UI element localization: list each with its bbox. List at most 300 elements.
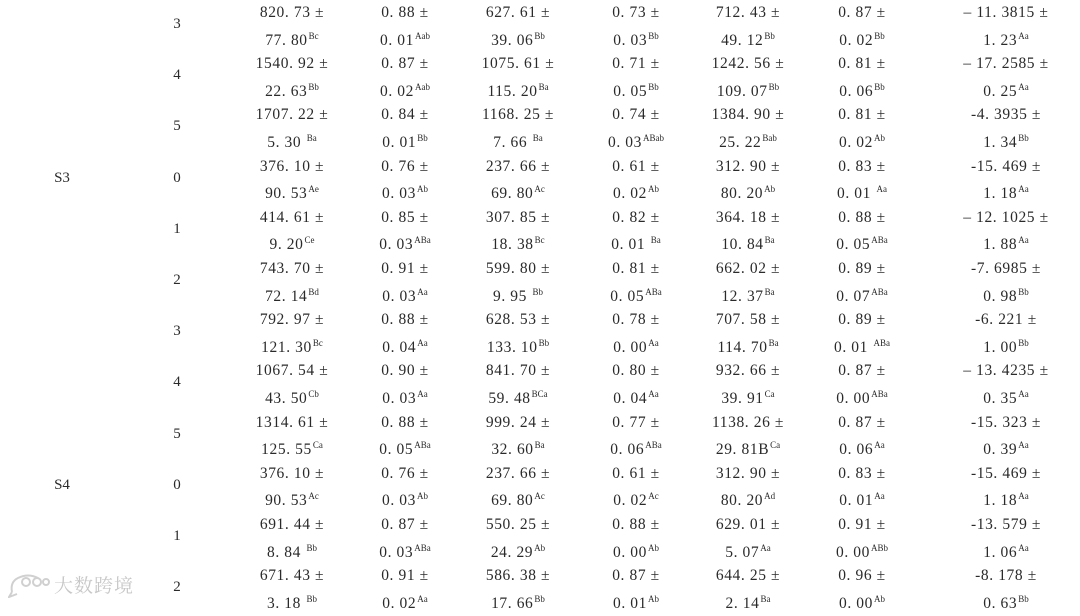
table-row [0, 565, 1080, 616]
watermark [8, 570, 134, 598]
table-cell [787, 360, 937, 410]
cell-sd-line [931, 332, 1080, 360]
cell-sd: 0. 25 [983, 82, 1018, 100]
table-row [0, 53, 1080, 104]
significance-letters: Aa [417, 388, 428, 399]
cell-mean: 0. 87 ± [612, 567, 660, 585]
cell-mean: 0. 88 ± [838, 208, 886, 226]
cell-sd: 39. 06 [491, 31, 534, 49]
table-cell [931, 2, 1080, 52]
significance-letters: Aa [1018, 30, 1029, 41]
time-label: 3 [173, 16, 181, 32]
time-label: 2 [173, 272, 181, 288]
significance-letters: Bab [762, 132, 777, 143]
cell-sd: 12. 37 [721, 287, 764, 305]
cell-sd: 69. 80 [491, 492, 534, 510]
table-row [0, 309, 1080, 360]
table-cell [931, 565, 1080, 615]
cell-sd: 0. 98 [983, 287, 1018, 305]
cell-mean: 0. 81 ± [612, 260, 660, 277]
table-row [0, 156, 1080, 207]
cell-sd-line [787, 76, 937, 104]
significance-letters: Aa [1018, 388, 1029, 399]
cell-sd: 0. 05 [836, 236, 871, 254]
cell-mean: 0. 89 ± [838, 260, 886, 277]
cell-sd: 43. 50 [265, 389, 308, 407]
cell-sd-line [787, 434, 937, 462]
significance-letters: ABab [643, 132, 664, 143]
significance-letters: Ba [764, 286, 775, 297]
table-cell [787, 104, 937, 154]
cell-sd: 1. 34 [983, 133, 1018, 151]
cell-sd-line [931, 127, 1080, 155]
cell-mean: 0. 88 ± [381, 4, 429, 21]
cell-mean: 0. 91 ± [381, 260, 429, 277]
significance-letters: Ce [304, 235, 315, 246]
table-cell [931, 360, 1080, 410]
cell-sd: 0. 01 [611, 236, 650, 254]
significance-letters: Ba [650, 235, 661, 246]
time-label: 0 [173, 476, 181, 493]
significance-letters: Aa [1018, 184, 1029, 195]
significance-letters: Bb [534, 593, 545, 604]
cell-sd: 9. 95 [493, 287, 532, 305]
group-label: S3 [54, 169, 70, 186]
table-cell [787, 53, 937, 103]
significance-letters: Bb [648, 30, 659, 41]
significance-letters: Aab [415, 30, 430, 41]
cell-mean: 0. 83 ± [838, 464, 886, 482]
cell-sd: 0. 01 [382, 133, 417, 151]
significance-letters: Ac [308, 491, 319, 502]
cell-mean: 691. 44 ± [259, 516, 325, 533]
cell-mean: 1075. 61 ± [481, 55, 555, 73]
cell-sd-line [787, 25, 937, 53]
cell-sd-line [931, 537, 1080, 565]
cell-mean: 0. 96 ± [838, 567, 886, 585]
cell-sd: 0. 06 [839, 82, 874, 100]
significance-letters: Bb [1018, 286, 1029, 297]
cell-sd: 1. 88 [983, 236, 1018, 254]
table-cell [787, 156, 937, 206]
table-row [0, 207, 1080, 258]
cell-sd: 0. 03 [382, 287, 417, 305]
cell-sd: 0. 63 [983, 594, 1018, 612]
cell-sd: 0. 02 [613, 185, 647, 203]
cell-mean: – 12. 1025 ± [963, 208, 1049, 226]
cell-mean: -13. 579 ± [970, 516, 1042, 533]
significance-letters: Bb [1018, 593, 1029, 604]
cell-sd: 3. 18 [267, 594, 306, 612]
cell-mean: 1540. 92 ± [255, 55, 329, 73]
significance-letters: Ae [308, 184, 319, 195]
cell-sd: 18. 38 [491, 236, 534, 254]
cell-sd: 0. 04 [613, 389, 648, 407]
cell-mean: 712. 43 ± [715, 4, 781, 21]
significance-letters: Ba [768, 337, 779, 348]
significance-letters: Ba [532, 132, 543, 143]
cell-sd: 0. 06 [610, 441, 645, 459]
table-row [0, 463, 1080, 514]
cell-mean: – 11. 3815 ± [963, 4, 1049, 21]
significance-letters: Bb [532, 286, 543, 297]
cell-mean: 237. 66 ± [485, 464, 551, 482]
table-cell [931, 463, 1080, 513]
cell-sd: 77. 80 [265, 31, 308, 49]
cell-mean: -6. 221 ± [975, 311, 1037, 329]
cell-mean: 0. 80 ± [612, 362, 660, 380]
significance-letters: Ab [417, 491, 428, 502]
time-label: 4 [173, 374, 181, 391]
significance-letters: ABa [414, 440, 431, 451]
cell-mean: 0. 87 ± [838, 4, 886, 21]
cell-mean: 628. 53 ± [485, 311, 551, 329]
cell-mean: -4. 3935 ± [970, 106, 1042, 124]
cell-mean: 0. 61 ± [612, 464, 660, 482]
time-label: 1 [173, 220, 181, 237]
table-cell [931, 156, 1080, 206]
significance-letters: Aa [1018, 235, 1029, 246]
cell-mean: 671. 43 ± [259, 567, 325, 585]
cell-sd: 0. 01 [380, 31, 414, 49]
cell-mean: 629. 01 ± [715, 516, 781, 533]
table-cell [787, 463, 937, 513]
significance-letters: ABa [414, 235, 431, 246]
cell-sd: 90. 53 [265, 492, 308, 510]
cell-mean: 550. 25 ± [485, 516, 551, 533]
significance-letters: Bb [538, 337, 550, 348]
table-cell [931, 207, 1080, 257]
cell-sd-line [931, 485, 1080, 513]
cell-sd-line [787, 332, 937, 360]
significance-letters: Bb [648, 81, 659, 92]
significance-letters: BCa [531, 388, 548, 399]
cell-sd: 0. 05 [379, 441, 414, 459]
cell-mean: 0. 61 ± [612, 157, 660, 175]
cell-sd-line [787, 178, 937, 206]
cell-sd: 0. 01 [834, 338, 873, 356]
cell-sd: 0. 03 [382, 492, 416, 510]
cell-sd: 59. 48 [488, 389, 531, 407]
cell-mean: 0. 84 ± [381, 106, 429, 124]
cell-sd: 22. 63 [265, 82, 308, 100]
significance-letters: Aa [876, 184, 887, 195]
cell-mean: -7. 6985 ± [970, 260, 1042, 277]
cell-mean: 312. 90 ± [715, 157, 781, 175]
table-cell [931, 104, 1080, 154]
significance-letters: Bb [417, 132, 428, 143]
cell-mean: 0. 76 ± [381, 464, 429, 482]
table-cell [787, 309, 937, 359]
significance-letters: Ab [648, 593, 659, 604]
cell-mean: 0. 88 ± [381, 413, 429, 431]
significance-letters: Aa [874, 491, 885, 502]
table-cell [931, 412, 1080, 462]
significance-letters: Aa [760, 542, 771, 553]
cell-mean: 1314. 61 ± [255, 413, 329, 431]
cell-sd: 114. 70 [717, 338, 768, 356]
table-cell [787, 207, 937, 257]
table-cell [931, 53, 1080, 103]
significance-letters: Ab [874, 132, 885, 143]
cell-mean: 0. 89 ± [838, 311, 886, 329]
cell-mean: 0. 71 ± [612, 55, 660, 73]
table-row [0, 360, 1080, 411]
significance-letters: ABa [871, 235, 888, 246]
significance-letters: Ba [760, 593, 771, 604]
cell-sd: 10. 84 [721, 236, 764, 254]
cell-sd: 1. 18 [983, 185, 1018, 203]
significance-letters: Bc [534, 235, 545, 246]
cell-sd: 0. 01 [613, 594, 647, 612]
cell-mean: -15. 469 ± [970, 464, 1042, 482]
cell-mean: 0. 88 ± [381, 311, 429, 329]
cell-sd: 80. 20 [720, 492, 764, 510]
significance-letters: Ca [312, 440, 323, 451]
significance-letters: Ba [538, 81, 549, 92]
cell-sd: 5. 07 [725, 543, 760, 561]
cell-sd-line [787, 537, 937, 565]
significance-letters: ABa [645, 286, 662, 297]
significance-letters: Bb [534, 30, 545, 41]
cell-sd: 32. 60 [491, 441, 534, 459]
cell-sd: 125. 55 [261, 441, 312, 459]
cell-mean: 0. 77 ± [612, 413, 660, 431]
significance-letters: Bd [308, 286, 319, 297]
cell-sd: 72. 14 [265, 287, 308, 305]
cell-mean: 312. 90 ± [715, 464, 781, 482]
watermark-text: 大数跨境 [54, 574, 135, 597]
significance-letters: Aa [1018, 440, 1029, 451]
cell-mean: -8. 178 ± [975, 567, 1037, 585]
cell-mean: 376. 10 ± [259, 157, 325, 175]
table-cell [787, 412, 937, 462]
cell-mean: 1067. 54 ± [255, 362, 329, 380]
significance-letters: Aa [1018, 491, 1029, 502]
cell-sd-line [931, 281, 1080, 309]
cell-sd: 0. 03 [379, 236, 414, 254]
cell-sd: 5. 30 [267, 133, 306, 151]
significance-letters: Bb [764, 30, 775, 41]
significance-letters: Aa [648, 388, 659, 399]
cell-mean: 0. 73 ± [612, 4, 660, 21]
significance-letters: Aa [1018, 81, 1029, 92]
cell-sd: 2. 14 [725, 594, 760, 612]
cell-sd: 0. 00 [839, 594, 873, 612]
significance-letters: Aab [415, 81, 430, 92]
significance-letters: Ab [764, 184, 776, 195]
cell-mean: 0. 81 ± [838, 55, 886, 73]
cell-sd: 0. 00 [613, 338, 648, 356]
cell-mean: -15. 323 ± [970, 413, 1042, 431]
significance-letters: Aa [1018, 542, 1029, 553]
significance-letters: Cb [308, 388, 319, 399]
time-label: 5 [173, 425, 181, 442]
cell-sd: 115. 20 [487, 82, 538, 100]
cell-mean: 841. 70 ± [485, 362, 551, 380]
cell-sd: 0. 03 [382, 389, 417, 407]
significance-letters: Ab [874, 593, 885, 604]
cell-sd: 0. 06 [839, 441, 874, 459]
significance-letters: Bb [1018, 337, 1029, 348]
significance-letters: Aa [417, 337, 428, 348]
cell-mean: -15. 469 ± [970, 157, 1042, 175]
cell-sd: 0. 01 [837, 185, 876, 203]
significance-letters: Ab [648, 184, 659, 195]
significance-letters: Ba [306, 132, 317, 143]
significance-letters: Bb [1018, 132, 1029, 143]
significance-letters: Ad [764, 491, 776, 502]
group-label: S4 [54, 476, 70, 493]
significance-letters: Bb [874, 30, 885, 41]
cell-mean: 0. 87 ± [838, 413, 886, 431]
cell-sd: 0. 03 [608, 133, 642, 151]
table-cell [787, 258, 937, 308]
cell-sd: 0. 00 [613, 543, 647, 561]
significance-letters: ABa [873, 337, 890, 348]
cell-mean: 1168. 25 ± [481, 106, 555, 124]
cell-sd-line [931, 25, 1080, 53]
significance-letters: Bb [768, 81, 780, 92]
cell-sd: 69. 80 [491, 185, 534, 203]
significance-letters: Ca [764, 388, 775, 399]
cell-mean: 0. 90 ± [381, 362, 429, 380]
cell-sd: 0. 02 [613, 492, 648, 510]
cell-sd-line [931, 434, 1080, 462]
cell-sd: 0. 07 [836, 287, 871, 305]
cell-mean: 707. 58 ± [715, 311, 781, 329]
significance-letters: ABb [870, 542, 888, 553]
table-row [0, 104, 1080, 155]
table-cell [787, 2, 937, 52]
cell-sd: 0. 39 [983, 441, 1018, 459]
cell-sd: 7. 66 [493, 133, 532, 151]
cell-mean: 376. 10 ± [259, 464, 325, 482]
cell-sd: 9. 20 [269, 236, 304, 254]
time-label: 2 [173, 579, 181, 596]
table-row [0, 2, 1080, 53]
table-row [0, 514, 1080, 565]
cell-sd: 0. 03 [382, 185, 416, 203]
significance-letters: Bb [306, 593, 317, 604]
cell-mean: 0. 83 ± [838, 157, 886, 175]
cell-sd-line [787, 383, 937, 411]
table-cell [787, 565, 937, 615]
cell-mean: – 17. 2585 ± [963, 55, 1049, 73]
cell-sd: 1. 06 [983, 543, 1018, 561]
table-cell [931, 258, 1080, 308]
significance-letters: Ab [534, 542, 546, 553]
time-label: 1 [173, 528, 181, 544]
cell-sd-line [931, 229, 1080, 257]
cell-sd: 0. 04 [382, 338, 417, 356]
significance-letters: Aa [648, 337, 659, 348]
chat-bubble-logo-icon [8, 570, 52, 598]
cell-mean: 662. 02 ± [715, 260, 781, 277]
cell-mean: 0. 87 ± [381, 55, 429, 73]
cell-mean: 1707. 22 ± [255, 106, 329, 124]
significance-letters: Bb [306, 542, 317, 553]
cell-mean: 237. 66 ± [485, 157, 551, 175]
time-label: 5 [173, 118, 181, 135]
significance-letters: Ac [534, 184, 545, 195]
cell-sd: 0. 03 [379, 543, 414, 561]
cell-sd: 121. 30 [261, 338, 312, 356]
cell-sd-line [931, 588, 1080, 616]
significance-letters: Bc [308, 30, 319, 41]
cell-sd: 109. 07 [716, 82, 768, 100]
cell-mean: 644. 25 ± [715, 567, 781, 585]
cell-mean: 0. 74 ± [612, 106, 660, 124]
significance-letters: Ba [764, 235, 775, 246]
significance-letters: ABa [645, 440, 662, 451]
cell-mean: 307. 85 ± [485, 208, 551, 226]
cell-mean: 0. 78 ± [612, 311, 660, 329]
cell-sd-line [787, 127, 937, 155]
cell-mean: 0. 76 ± [381, 157, 429, 175]
table-cell [787, 514, 937, 564]
table-cell [931, 309, 1080, 359]
cell-sd: 24. 29 [490, 543, 534, 561]
cell-sd: 1. 23 [983, 31, 1018, 49]
cell-sd: 1. 00 [983, 338, 1018, 356]
cell-mean: 414. 61 ± [259, 208, 325, 226]
cell-sd: 0. 00 [836, 389, 871, 407]
cell-sd: 0. 02 [380, 82, 414, 100]
significance-letters: Bb [308, 81, 319, 92]
table-row [0, 412, 1080, 463]
significance-letters: Aa [874, 440, 885, 451]
cell-sd: 17. 66 [491, 594, 534, 612]
cell-sd: 39. 91 [721, 389, 764, 407]
cell-mean: 586. 38 ± [485, 567, 551, 585]
cell-sd-line [931, 76, 1080, 104]
cell-sd: 49. 12 [721, 31, 764, 49]
cell-sd: 0. 01 [839, 492, 874, 510]
significance-letters: Ca [770, 440, 781, 451]
significance-letters: Ab [648, 542, 659, 553]
cell-sd: 0. 05 [610, 287, 645, 305]
significance-letters: Ac [648, 491, 659, 502]
cell-mean: 792. 97 ± [259, 311, 325, 329]
cell-sd: 29. 81B [715, 441, 770, 459]
cell-mean: 743. 70 ± [259, 260, 325, 277]
cell-mean: 0. 87 ± [381, 516, 429, 533]
cell-sd-line [787, 485, 937, 513]
significance-letters: Aa [417, 593, 428, 604]
significance-letters: ABa [871, 286, 888, 297]
cell-mean: 820. 73 ± [259, 4, 325, 21]
cell-sd: 90. 53 [265, 185, 308, 203]
cell-sd: 0. 03 [613, 31, 648, 49]
cell-mean: 0. 88 ± [612, 516, 660, 533]
cell-sd: 0. 02 [839, 133, 873, 151]
cell-sd: 25. 22 [719, 133, 762, 151]
significance-letters: Bb [874, 81, 885, 92]
cell-sd: 0. 00 [835, 543, 870, 561]
cell-mean: 999. 24 ± [485, 413, 551, 431]
cell-mean: 0. 91 ± [381, 567, 429, 585]
cell-sd: 1. 18 [983, 492, 1018, 510]
cell-sd: 0. 05 [613, 82, 648, 100]
cell-mean: 0. 85 ± [381, 208, 429, 226]
cell-sd: 133. 10 [486, 338, 538, 356]
cell-sd: 0. 02 [839, 31, 874, 49]
significance-letters: Ab [417, 184, 428, 195]
cell-mean: 1138. 26 ± [711, 413, 785, 431]
time-label: 3 [173, 323, 181, 340]
cell-sd-line [787, 229, 937, 257]
